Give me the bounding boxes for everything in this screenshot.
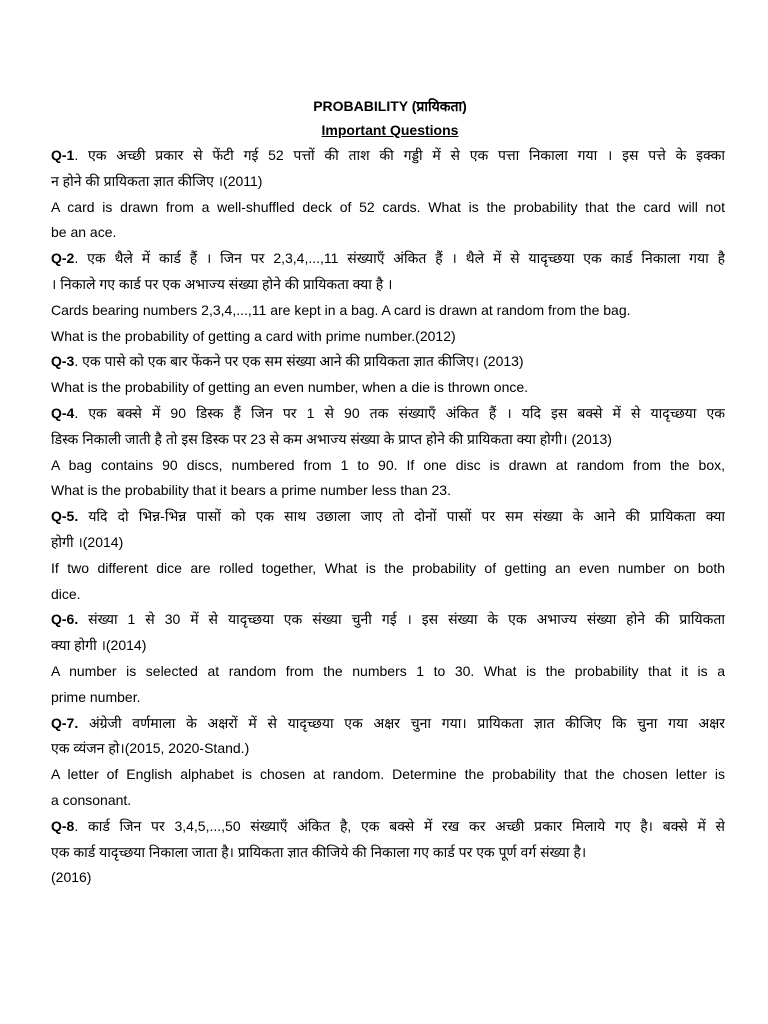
document-line	[51, 169, 725, 195]
question-number: Q-5.	[51, 508, 79, 525]
question-list	[51, 143, 725, 891]
question-text: . कार्ड जिन पर 3,4,5,...,50 संख्याएँ अंकित है, एक बक्से में रख कर अच्छी प्रकार मिलाये गए है। बक्से में से	[74, 817, 725, 834]
document-line	[51, 478, 725, 504]
question-text: If two different dice are rolled together, What is the probability of getting an even number on both	[51, 559, 725, 576]
document-line	[51, 324, 725, 350]
document-line	[51, 685, 725, 711]
question-text: । निकाले गए कार्ड पर एक अभाज्य संख्या होने की प्रायिकता क्या है ।	[51, 275, 393, 292]
question-number: Q-6.	[51, 611, 79, 628]
question-text: be an ace.	[51, 224, 117, 241]
document-line	[51, 840, 725, 866]
document-line	[51, 711, 725, 737]
question-text: A card is drawn from a well-shuffled deck of 52 cards. What is the probability that the card will not	[51, 198, 725, 215]
question-text: dice.	[51, 585, 81, 602]
document-line	[51, 427, 725, 453]
question-text: संख्या 1 से 30 में से यादृच्छया एक संख्या चुनी गई । इस संख्या के एक अभाज्य संख्या होने की प्रायिकता	[78, 611, 725, 628]
question-text: . एक बक्से में 90 डिस्क हैं जिन पर 1 से 90 तक संख्याएँ अंकित हैं । यदि इस बक्से में से यादृच्छया एक	[74, 404, 725, 421]
document-line	[51, 659, 725, 685]
document-line	[51, 865, 725, 891]
question-text: A bag contains 90 discs, numbered from 1 to 90. If one disc is drawn at random from the box,	[51, 456, 725, 473]
question-number: Q-4	[51, 404, 75, 421]
document-line	[51, 762, 725, 788]
question-text: . एक पासे को एक बार फेंकने पर एक सम संख्या आने की प्रायिकता ज्ञात कीजिए। (2013)	[74, 353, 524, 370]
document-line	[51, 607, 725, 633]
question-number: Q-2	[51, 250, 75, 267]
document-line	[51, 633, 725, 659]
document-line	[51, 453, 725, 479]
question-text: Cards bearing numbers 2,3,4,...,11 are kept in a bag. A card is drawn at random from the bag.	[51, 301, 631, 318]
document-line	[51, 349, 725, 375]
document-line	[51, 814, 725, 840]
question-text: a consonant.	[51, 791, 132, 808]
question-text: एक कार्ड यादृच्छया निकाला जाता है। प्रायिकता ज्ञात कीजिये की निकाला गए कार्ड पर एक पूर्ण वर्ग संख्या है।	[51, 843, 587, 860]
question-number: Q-7.	[51, 714, 79, 731]
question-text: न होने की प्रायिकता ज्ञात कीजिए ।(2011)	[51, 172, 263, 189]
question-text: . एक अच्छी प्रकार से फेंटी गई 52 पत्तों की ताश की गड्डी में से एक पत्ता निकाला गया । इस पत्ते के इक्का	[74, 147, 725, 163]
question-text: डिस्क निकाली जाती है तो इस डिस्क पर 23 से कम अभाज्य संख्या के प्राप्त होने की प्रायिकता क्या होगी। (2013)	[51, 430, 612, 447]
document-line	[51, 298, 725, 324]
document-line	[51, 530, 725, 556]
question-text: अंग्रेजी वर्णमाला के अक्षरों में से यादृच्छया एक अक्षर चुना गया। प्रायिकता ज्ञात कीजिए कि चुना गया अक्षर	[78, 714, 725, 731]
document-line	[51, 375, 725, 401]
document-page	[51, 95, 725, 891]
question-number: Q-1	[51, 147, 75, 163]
document-line	[51, 220, 725, 246]
question-text: What is the probability of getting a card with prime number.(2012)	[51, 327, 456, 344]
document-line	[51, 195, 725, 221]
document-line	[51, 143, 725, 169]
document-line	[51, 736, 725, 762]
question-text: एक व्यंजन हो।(2015, 2020-Stand.)	[51, 740, 250, 757]
question-text: क्या होगी ।(2014)	[51, 637, 147, 654]
question-number: Q-3	[51, 353, 75, 370]
document-line	[51, 401, 725, 427]
document-line	[51, 788, 725, 814]
question-text: होगी ।(2014)	[51, 533, 124, 550]
question-text: A number is selected at random from the numbers 1 to 30. What is the probability that it is a	[51, 662, 725, 679]
question-text: What is the probability of getting an even number, when a die is thrown once.	[51, 379, 529, 396]
document-line	[51, 272, 725, 298]
page-title: PROBABILITY (प्रायिकता)	[313, 98, 467, 114]
question-text: prime number.	[51, 688, 141, 705]
document-line	[51, 556, 725, 582]
question-text: What is the probability that it bears a prime number less than 23.	[51, 482, 451, 499]
document-line	[51, 246, 725, 272]
question-number: Q-8	[51, 817, 75, 834]
question-text: (2016)	[51, 869, 92, 886]
question-text: A letter of English alphabet is chosen at random. Determine the probability that the chosen letter is	[51, 766, 725, 783]
document-line	[51, 582, 725, 608]
question-text: यदि दो भिन्न-भिन्न पासों को एक साथ उछाला जाए तो दोनों पासों पर सम संख्या के आने की प्रायिकता क्या	[78, 508, 725, 525]
document-line	[51, 504, 725, 530]
page-subtitle: Important Questions	[321, 122, 459, 138]
question-text: . एक थैले में कार्ड हैं । जिन पर 2,3,4,...,11 संख्याएँ अंकित हैं । थैले में से यादृच्छया एक कार्ड निकाला गया है	[74, 250, 725, 267]
